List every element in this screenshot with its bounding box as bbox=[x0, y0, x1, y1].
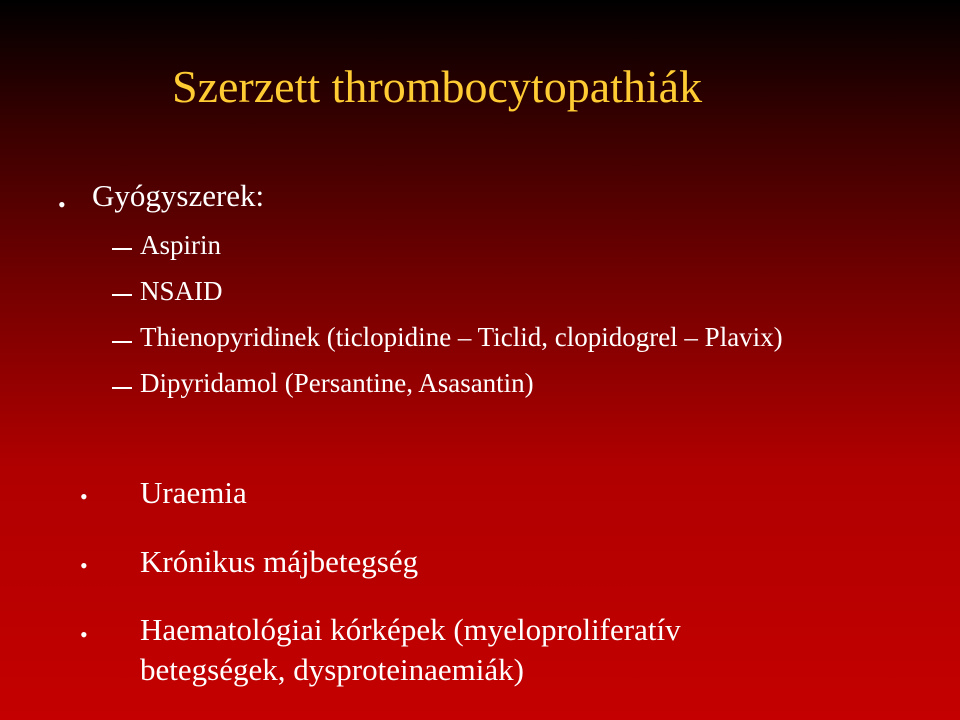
subitem-nsaid: NSAID bbox=[140, 276, 223, 306]
section-heading-gyogyszerek: Gyógyszerek: bbox=[92, 178, 265, 213]
slide-title: Szerzett thrombocytopathiák bbox=[172, 61, 703, 112]
subitem-dipyridamol: Dipyridamol (Persantine, Asasantin) bbox=[140, 368, 534, 398]
bullet-icon: • bbox=[80, 553, 88, 578]
dash-icon bbox=[112, 248, 132, 250]
dash-icon bbox=[112, 387, 132, 389]
bullet-icon: • bbox=[80, 484, 88, 509]
bullet-haematologiai-line1: Haematológiai kórképek (myeloproliferatív bbox=[140, 612, 681, 647]
bullet-icon: • bbox=[80, 622, 88, 647]
dash-icon bbox=[112, 294, 132, 296]
subitem-thienopyridinek: Thienopyridinek (ticlopidine – Ticlid, clopidogrel – Plavix) bbox=[140, 322, 783, 352]
subitem-aspirin: Aspirin bbox=[140, 230, 221, 260]
bullet-uraemia: Uraemia bbox=[140, 475, 247, 510]
bullet-kronikus-majbetegseg: Krónikus májbetegség bbox=[140, 544, 419, 579]
dash-icon bbox=[112, 341, 132, 343]
bullet-haematologiai-line2: betegségek, dysproteinaemiák) bbox=[140, 652, 524, 687]
bullet-icon: • bbox=[58, 192, 66, 217]
